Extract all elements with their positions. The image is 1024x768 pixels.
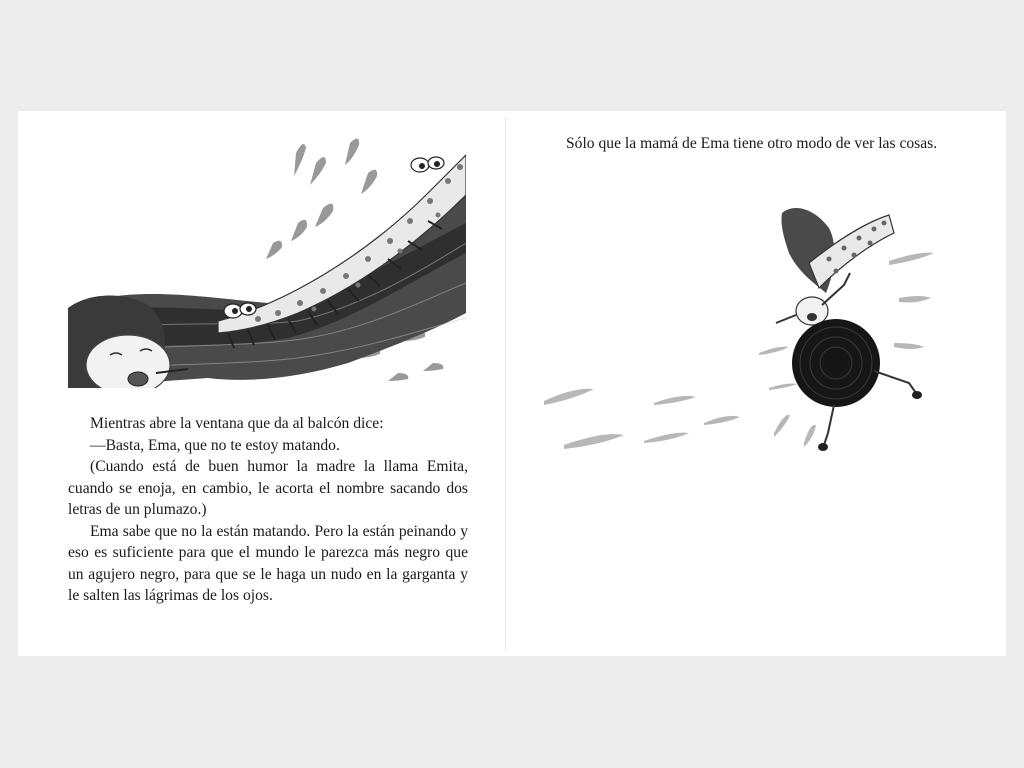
black-hole-illustration bbox=[544, 193, 944, 453]
right-page-text bbox=[544, 133, 942, 155]
paragraph: Ema sabe que no la están matando. Pero la están peinando y eso es suficiente para que el mundo le parezca más negro que un agujero negro, para que se le haga un nudo en la garganta y le salten las lágrimas de los ojos. bbox=[68, 522, 468, 604]
paragraph: Mientras abre la ventana que da al balcón dice: bbox=[90, 415, 384, 432]
book-spread bbox=[18, 111, 1006, 656]
paragraph: Sólo que la mamá de Ema tiene otro modo de ver las cosas. bbox=[566, 135, 938, 152]
paragraph: (Cuando está de buen humor la madre la llama Emita, cuando se enoja, en cambio, le acorta el nombre sacando dos letras de un plumazo.) bbox=[68, 458, 468, 518]
left-page-text bbox=[68, 413, 468, 607]
left-page bbox=[18, 111, 505, 656]
hair-combing-illustration bbox=[68, 133, 466, 388]
paragraph: —Basta, Ema, que no te estoy matando. bbox=[90, 436, 340, 454]
right-page bbox=[506, 111, 1006, 656]
